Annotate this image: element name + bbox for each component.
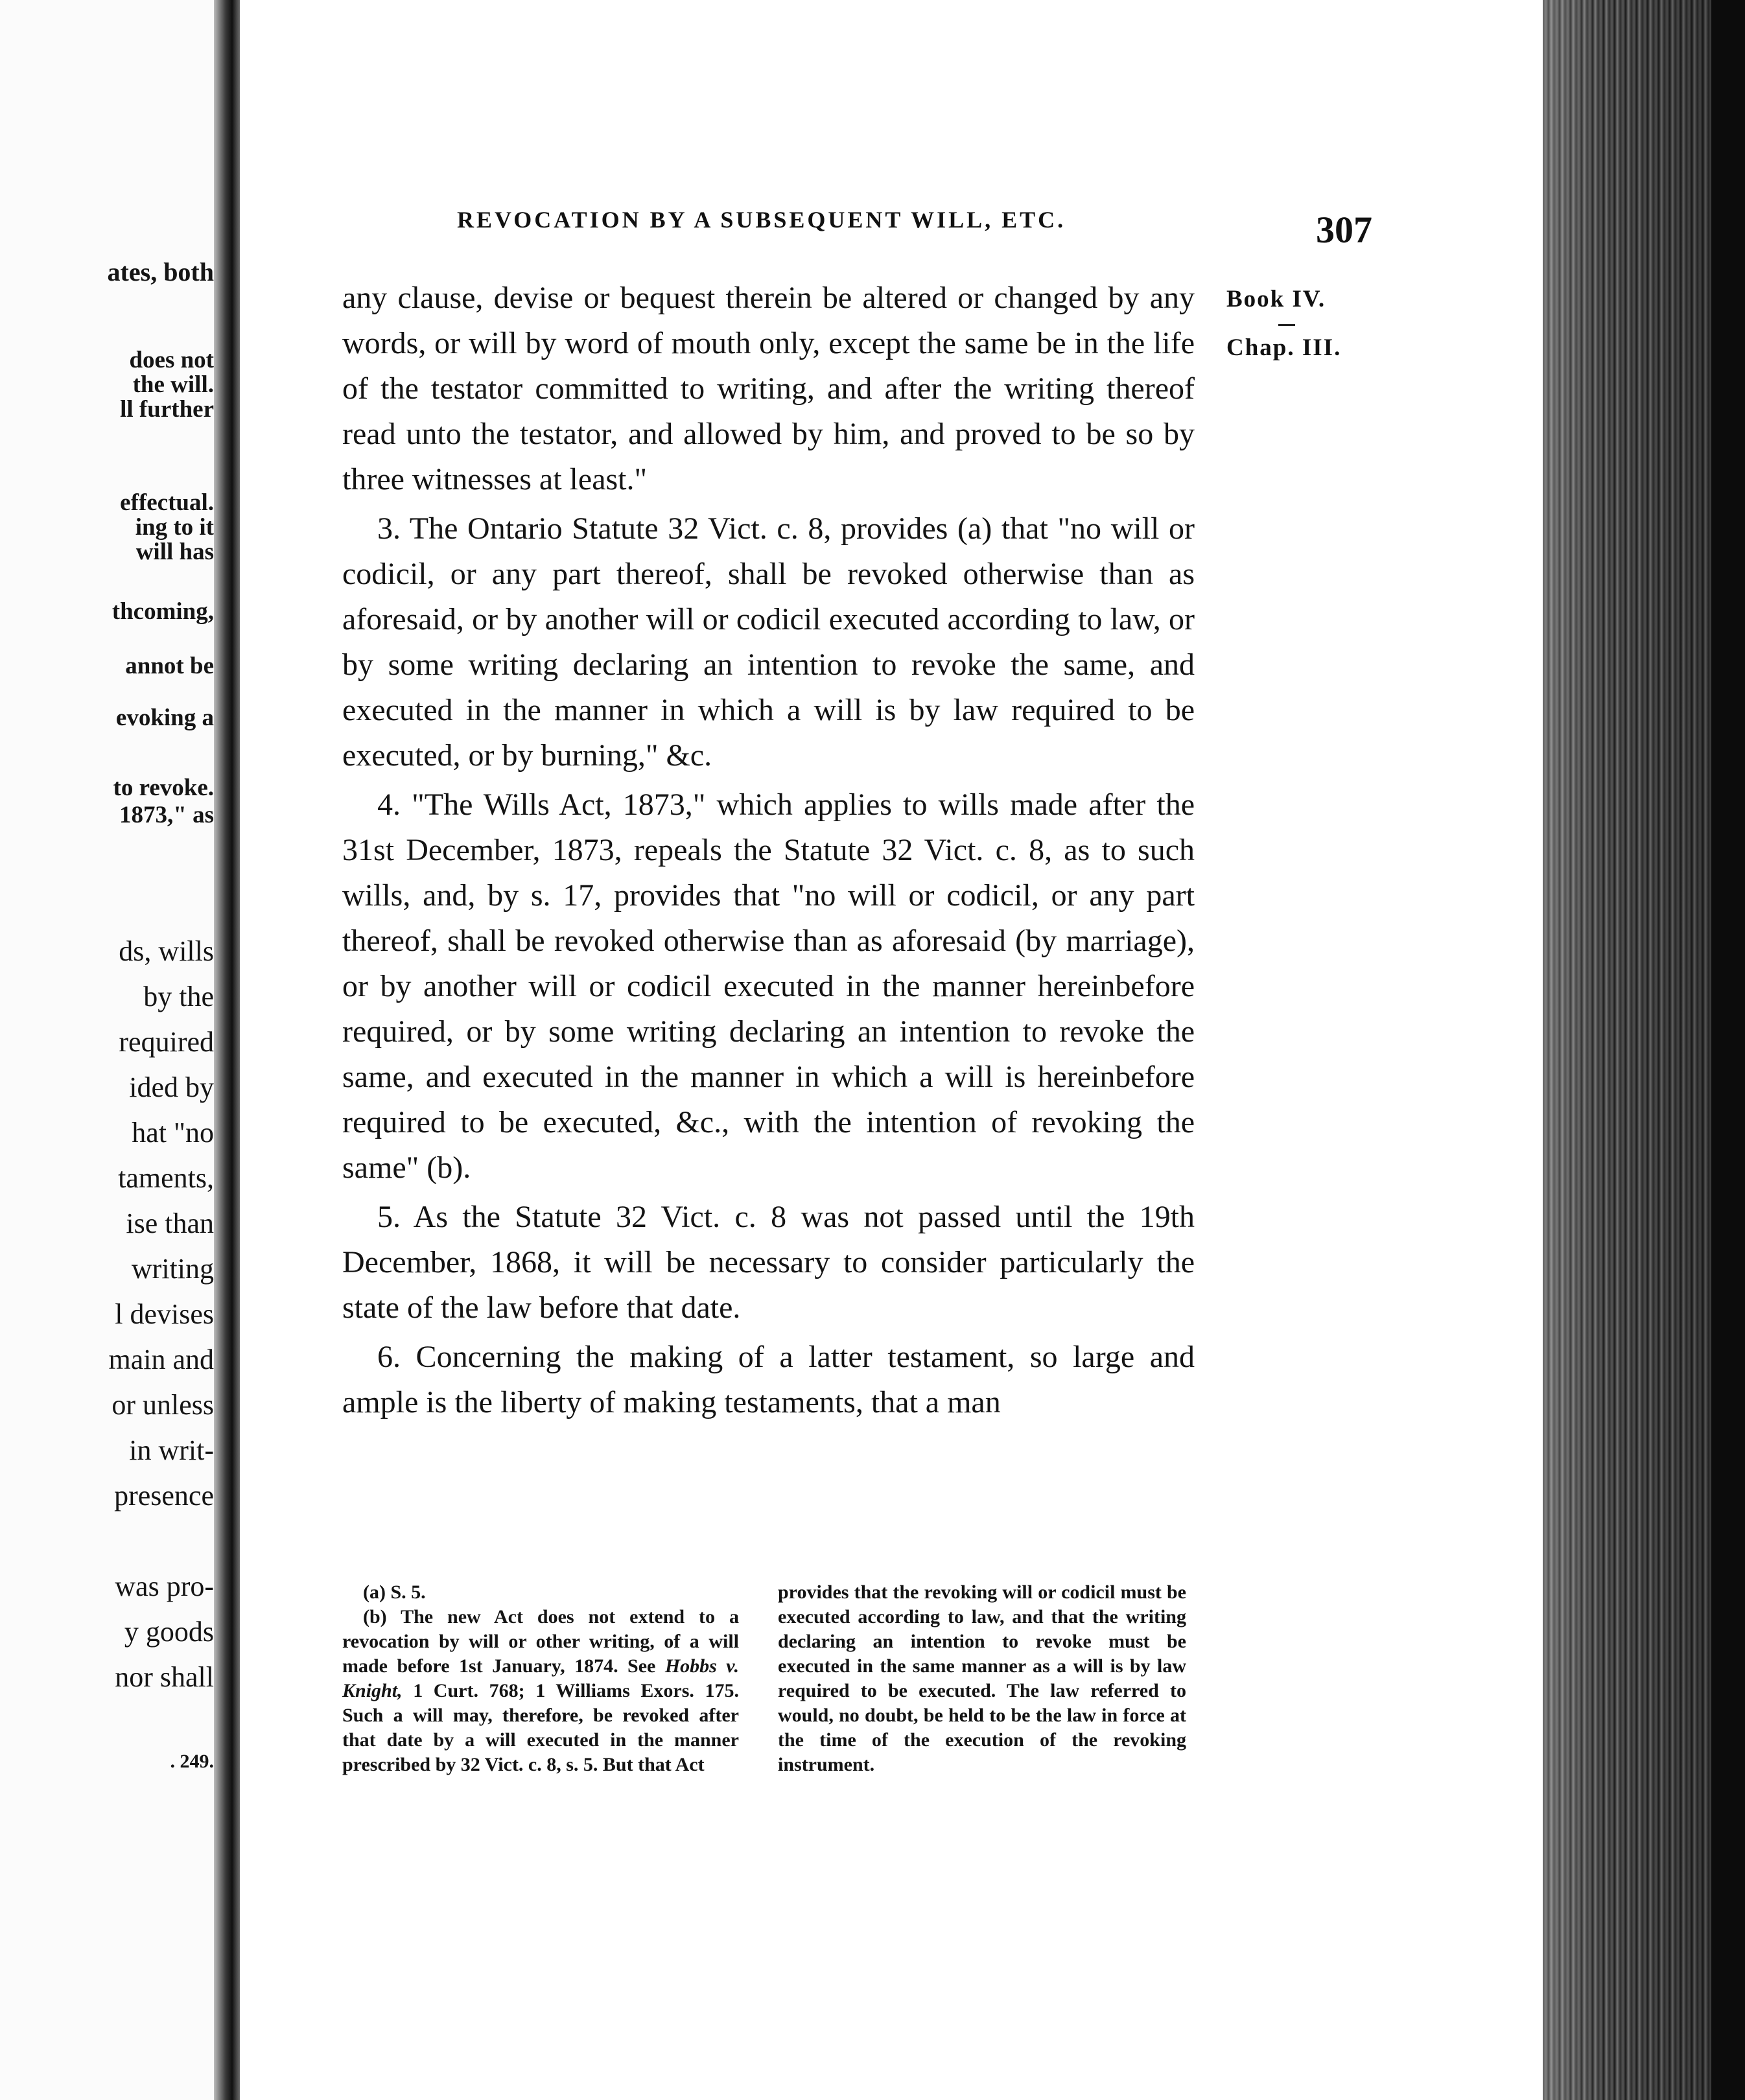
facing-page-line: by the: [143, 981, 214, 1012]
footnotes-right-column: [778, 1580, 1186, 1777]
facing-page-line: main and: [108, 1344, 214, 1375]
margin-note-chapter: Chap. III.: [1226, 334, 1342, 361]
paragraph-6: 6. Concerning the making of a latter testament, so large and ample is the liberty of making testaments, that a man: [342, 1340, 1195, 1419]
facing-page-line: writing: [131, 1253, 214, 1285]
body-text: [342, 275, 1195, 1425]
book-gutter: [214, 0, 240, 2100]
facing-page-line: required: [119, 1026, 214, 1058]
margin-note-book: Book IV.: [1226, 286, 1326, 312]
facing-page-line: . 249.: [170, 1751, 214, 1772]
facing-page-line: was pro-: [115, 1570, 214, 1602]
facing-page-line: annot be: [125, 653, 214, 679]
facing-page-line: 1873," as: [119, 802, 214, 828]
facing-page-line: to revoke.: [113, 775, 214, 801]
facing-page-line: y goods: [124, 1616, 214, 1648]
facing-page-line: ll further: [120, 396, 214, 423]
footnote-b-continued-text: 1 Curt. 768; 1 Williams Exors. 175. Such a will may, therefore, be revoked after that date by a will executed in the manner prescribed by 32 Vict. c. 8, s. 5. But that Act: [342, 1680, 739, 1775]
footnote-a: (a) S. 5.: [363, 1581, 426, 1603]
footnotes-left-column: [342, 1580, 739, 1777]
footnote-b-continuation: provides that the revoking will or codicil must be executed according to law, and that the writing declaring an intention to revoke must be executed in the same manner as a will is by law required to be executed. The law referred to would, no doubt, be held to be the law in force at the time of the execution of the revoking instrument.: [778, 1581, 1186, 1775]
facing-page-line: ided by: [129, 1071, 214, 1103]
facing-page-line: ates, both: [107, 257, 214, 286]
page-number: 307: [1316, 209, 1372, 251]
paragraph-3: 3. The Ontario Statute 32 Vict. c. 8, provides (a) that "no will or codicil, or any part thereof, shall be revoked otherwise than as aforesaid, or by another will or codicil executed according to law, or by some writing declaring an intention to revoke the same, and executed in the manner in which a will is by law required to be executed, or by burning," &c.: [342, 511, 1195, 773]
facing-page-line: nor shall: [115, 1661, 214, 1693]
facing-page-line: or unless: [111, 1389, 214, 1421]
facing-page-line: in writ-: [129, 1434, 214, 1466]
facing-page-line: hat "no: [132, 1117, 214, 1149]
facing-page-line: effectual.: [120, 489, 214, 516]
facing-page-line: ds, wills: [119, 935, 214, 967]
facing-page-line: l devises: [115, 1298, 214, 1330]
margin-rule: [1278, 324, 1295, 326]
paragraph-continuation: any clause, devise or bequest therein be altered or changed by any words, or will by word of mouth only, except the same be in the life of the testator committed to writing, and after the writing thereof read unto the testator, and allowed by him, and proved to be so by three witnesses at least.": [342, 281, 1195, 496]
facing-page-line: evoking a: [115, 705, 214, 731]
facing-page-line: the will.: [132, 371, 214, 398]
paragraph-4: 4. "The Wills Act, 1873," which applies to wills made after the 31st December, 1873, repeals the Statute 32 Vict. c. 8, as to such wills, and, by s. 17, provides that "no will or codicil, or any part thereof, shall be revoked otherwise than as aforesaid (by marriage), or by another will or codicil executed in the manner hereinbefore required, or by some writing declaring an intention to revoke the same, and executed in the manner in which a will is hereinbefore required to be executed, &c., with the intention of revoking the same" (b).: [342, 788, 1195, 1185]
facing-page-line: will has: [135, 539, 214, 565]
running-head: REVOCATION BY A SUBSEQUENT WILL, ETC.: [457, 207, 1066, 233]
facing-page-line: taments,: [118, 1162, 214, 1194]
scan-border: [1711, 0, 1745, 2100]
facing-page-fragment: [0, 0, 214, 2100]
facing-page-line: does not: [129, 347, 214, 373]
facing-page-line: ing to it: [135, 514, 214, 541]
paragraph-5: 5. As the Statute 32 Vict. c. 8 was not passed until the 19th December, 1868, it will be necessary to consider particularly the state of the law before that date.: [342, 1200, 1195, 1325]
facing-page-line: ise than: [126, 1208, 214, 1239]
case-citation: Hobbs v. Knight,: [342, 1655, 739, 1701]
facing-page-line: presence: [114, 1480, 214, 1511]
facing-page-line: thcoming,: [111, 598, 214, 625]
footnote-b-text: (b) The new Act does not extend to a revocation by will or other writing, of a will made before 1st January, 1874. See: [342, 1606, 739, 1677]
footnote-b: [342, 1605, 739, 1777]
